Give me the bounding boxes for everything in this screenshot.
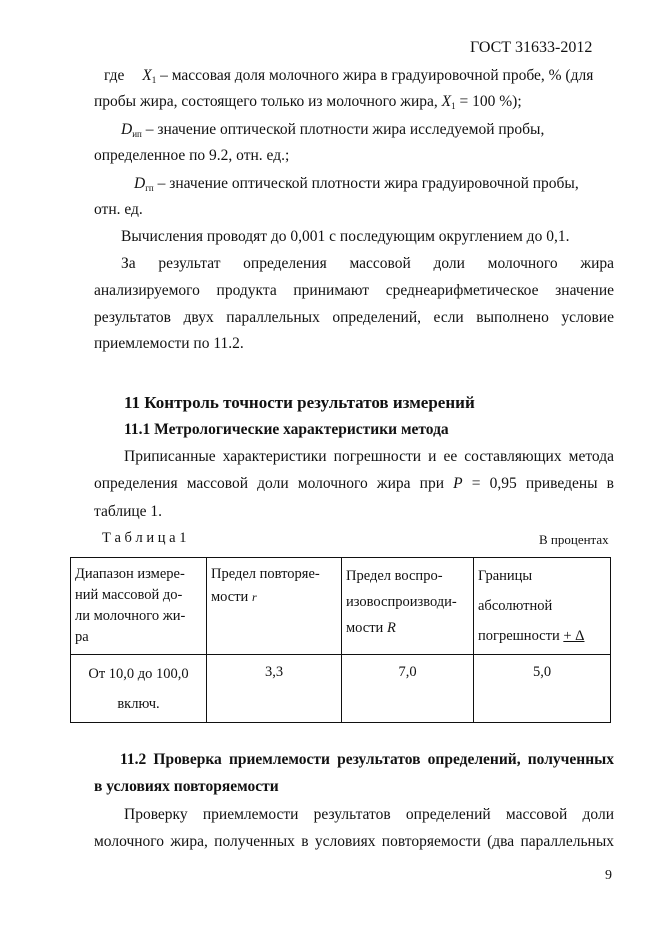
- header-range-l3: ли молочного жи-: [75, 608, 186, 624]
- section-11-title: 11 Контроль точности результатов измерений: [124, 393, 475, 412]
- char-text-b: = 0,95 приведены в: [462, 475, 615, 492]
- check-line-1: Проверку приемлемости результатов определений массовой доли: [124, 806, 614, 823]
- dgp-line-1: [134, 175, 579, 193]
- where-text-1: – массовая доля молочного жира в градуировочной пробе, % (для: [156, 67, 594, 84]
- var-big-r: R: [386, 620, 396, 636]
- header-repro-l3: мости: [346, 620, 387, 636]
- check-line-2: молочного жира, полученных в условиях повторяемости (два параллельных: [94, 833, 614, 850]
- char-text-a: определения массовой доли молочного жира при: [94, 475, 454, 492]
- cell-repeatability: 3,3: [207, 655, 342, 723]
- where-line-1: [104, 67, 615, 85]
- table-caption: Т а б л и ц а 1: [102, 530, 187, 546]
- header-range-l1: Диапазон измере-: [75, 566, 185, 582]
- var-r: r: [251, 590, 257, 604]
- standard-header: ГОСТ 31633-2012: [470, 39, 593, 56]
- header-range-l2: ний массовой до-: [75, 587, 183, 603]
- header-range: [71, 558, 207, 655]
- header-repro-l2: изовоспроизводи-: [346, 594, 457, 610]
- sub-gp: гп: [145, 183, 154, 193]
- cell-reproducibility: 7,0: [342, 655, 474, 723]
- var-p: P: [453, 475, 463, 492]
- dip-text: – значение оптической плотности жира исследуемой пробы,: [141, 121, 545, 138]
- char-line-2: [94, 475, 614, 493]
- section-11-2-title-line-2: в условиях повторяемости: [94, 778, 279, 795]
- result-line-3: результатов двух параллельных определений, если выполнено условие: [94, 309, 614, 326]
- var-x1: X: [142, 67, 152, 84]
- header-error-bounds: [474, 558, 611, 655]
- table-units: В процентах: [539, 532, 609, 547]
- result-line-2: анализируемого продукта принимают среднеарифметическое значение: [94, 282, 614, 299]
- var-d-gp: D: [134, 175, 146, 192]
- cell-error-bounds: 5,0: [474, 655, 611, 723]
- section-11-2-title-line-1: 11.2 Проверка приемлемости результатов определений, полученных: [120, 751, 614, 768]
- where-text-2: пробы жира, состоящего только из молочного жира,: [94, 93, 442, 110]
- header-repeatability: [207, 558, 342, 655]
- header-range-l4: ра: [75, 629, 89, 645]
- sub-ip: ип: [132, 129, 142, 139]
- where-word: где: [104, 67, 125, 84]
- plus-minus-delta: + Δ: [563, 628, 585, 644]
- dgp-text: – значение оптической плотности жира градуировочной пробы,: [153, 175, 579, 192]
- sub-1: 1: [151, 75, 157, 85]
- header-err-l1: Границы абсолютной: [478, 568, 553, 614]
- header-reproducibility: [342, 558, 474, 655]
- cell-range-l2: включ.: [117, 696, 160, 712]
- dip-line-1: [121, 121, 544, 139]
- header-rep-l2: мости: [211, 589, 252, 605]
- header-err-l2: погрешности: [478, 628, 564, 644]
- result-line-1: За результат определения массовой доли молочного жира: [121, 255, 614, 272]
- header-rep-l1: Предел повторяе-: [211, 566, 320, 582]
- where-line-2: [94, 93, 522, 111]
- dgp-line-2: отн. ед.: [94, 201, 143, 218]
- dip-line-2: определенное по 9.2, отн. ед.;: [94, 147, 290, 164]
- sub-1-b: 1: [451, 101, 456, 111]
- where-text-3: = 100 %);: [455, 93, 522, 110]
- char-line-1: Приписанные характеристики погрешности и ее составляющих метода: [124, 448, 614, 465]
- var-x1-b: X: [441, 93, 452, 110]
- header-repro-l1: Предел воспро-: [346, 568, 443, 584]
- result-line-4: приемлемости по 11.2.: [94, 335, 244, 352]
- calc-paragraph: Вычисления проводят до 0,001 с последующим округлением до 0,1.: [121, 228, 570, 245]
- char-line-3: таблице 1.: [94, 503, 163, 520]
- section-11-1-title: 11.1 Метрологические характеристики метода: [124, 421, 449, 438]
- var-d-ip: D: [121, 121, 133, 138]
- page-number: 9: [605, 868, 612, 883]
- cell-range-l1: От 10,0 до 100,0: [88, 666, 189, 682]
- cell-range: [71, 655, 207, 723]
- metrology-table: [70, 557, 611, 723]
